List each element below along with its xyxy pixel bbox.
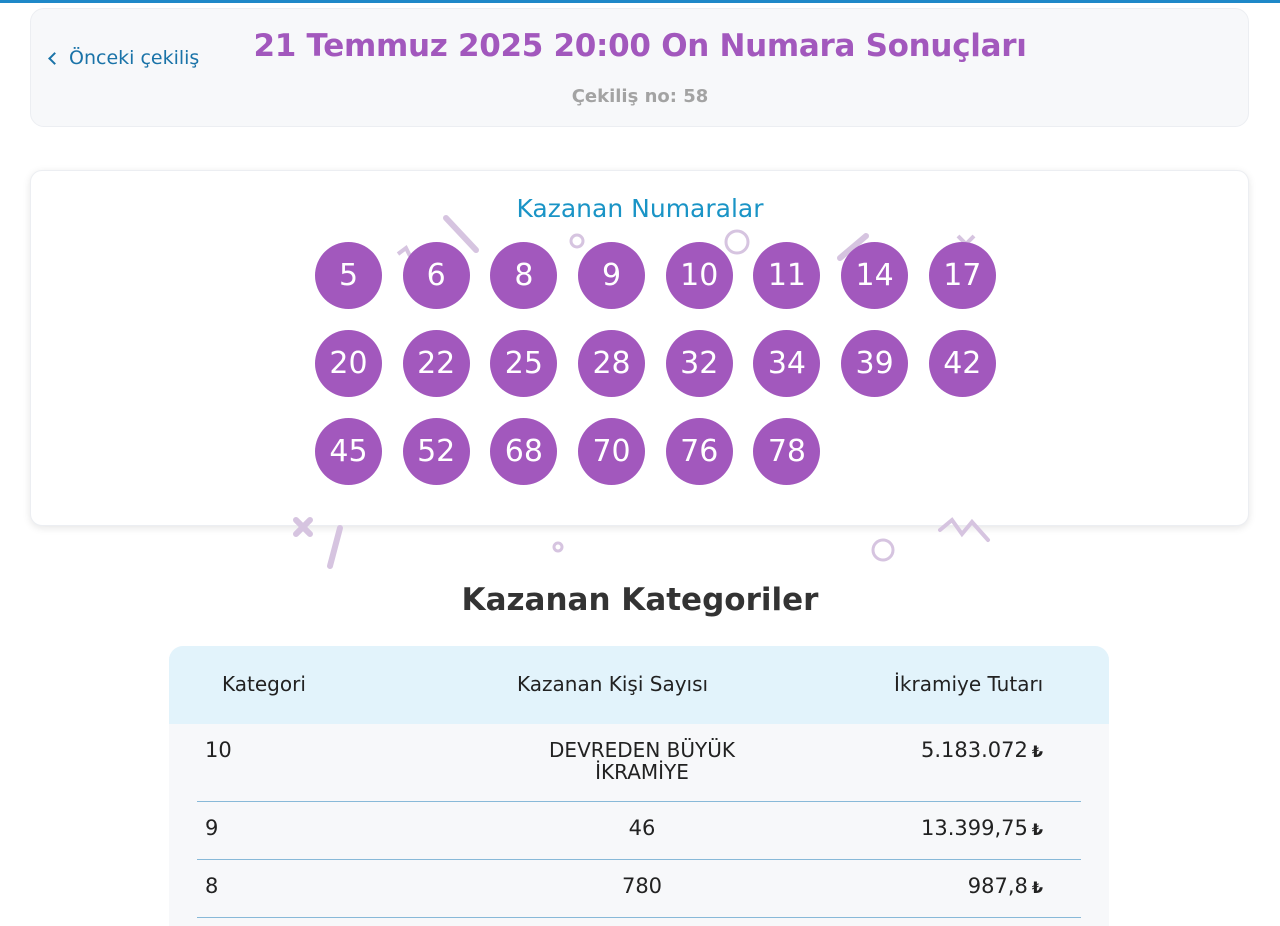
currency-symbol: ₺ [1031, 820, 1043, 839]
number-ball: 17 [929, 242, 996, 309]
column-header-category: Kategori [222, 672, 306, 696]
column-header-winners: Kazanan Kişi Sayısı [517, 672, 709, 696]
number-ball: 8 [490, 242, 557, 309]
previous-draw-label: Önceki çekiliş [69, 47, 200, 69]
column-header-prize: İkramiye Tutarı [894, 672, 1044, 696]
table-header [169, 646, 1109, 724]
previous-draw-link[interactable] [46, 44, 199, 72]
cell-winners-line1: DEVREDEN BÜYÜK [549, 738, 735, 762]
number-ball: 11 [753, 242, 820, 309]
page-title: 21 Temmuz 2025 20:00 On Numara Sonuçları [253, 28, 1027, 64]
number-ball: 25 [490, 330, 557, 397]
number-ball: 34 [753, 330, 820, 397]
number-ball: 76 [666, 418, 733, 485]
cell-category: 8 [205, 874, 219, 898]
draw-number: Çekiliş no: 58 [571, 86, 709, 107]
cell-prize [837, 874, 1043, 898]
number-ball: 78 [753, 418, 820, 485]
number-ball: 32 [666, 330, 733, 397]
number-ball: 70 [578, 418, 645, 485]
table-row [197, 724, 1081, 802]
currency-symbol: ₺ [1031, 742, 1043, 761]
header-card [30, 8, 1249, 127]
winning-categories-title: Kazanan Kategoriler [461, 582, 819, 618]
number-ball: 39 [841, 330, 908, 397]
cell-category: 10 [205, 738, 232, 762]
categories-table [169, 646, 1109, 926]
prize-amount: 987,8 [967, 874, 1028, 898]
number-ball: 9 [578, 242, 645, 309]
table-row [197, 802, 1081, 860]
winning-numbers-title: Kazanan Numaralar [516, 194, 764, 223]
cell-winners-line2: İKRAMİYE [595, 760, 689, 784]
number-ball: 10 [666, 242, 733, 309]
chevron-left-icon [48, 52, 61, 65]
cell-category: 9 [205, 816, 219, 840]
prize-amount: 5.183.072 [920, 738, 1028, 762]
number-ball: 22 [403, 330, 470, 397]
cell-prize [837, 816, 1043, 840]
cell-prize [837, 738, 1043, 762]
table-row [197, 860, 1081, 918]
number-ball: 28 [578, 330, 645, 397]
top-accent-line [0, 0, 1280, 3]
number-ball: 42 [929, 330, 996, 397]
cell-winners [477, 739, 807, 783]
number-ball: 20 [315, 330, 382, 397]
number-ball: 6 [403, 242, 470, 309]
winning-numbers-grid [315, 242, 1015, 485]
number-ball: 14 [841, 242, 908, 309]
number-ball: 52 [403, 418, 470, 485]
number-ball: 5 [315, 242, 382, 309]
cell-winners: 780 [621, 874, 663, 898]
number-ball: 45 [315, 418, 382, 485]
prize-amount: 13.399,75 [920, 816, 1028, 840]
number-ball: 68 [490, 418, 557, 485]
currency-symbol: ₺ [1031, 878, 1043, 897]
cell-winners: 46 [628, 816, 656, 840]
